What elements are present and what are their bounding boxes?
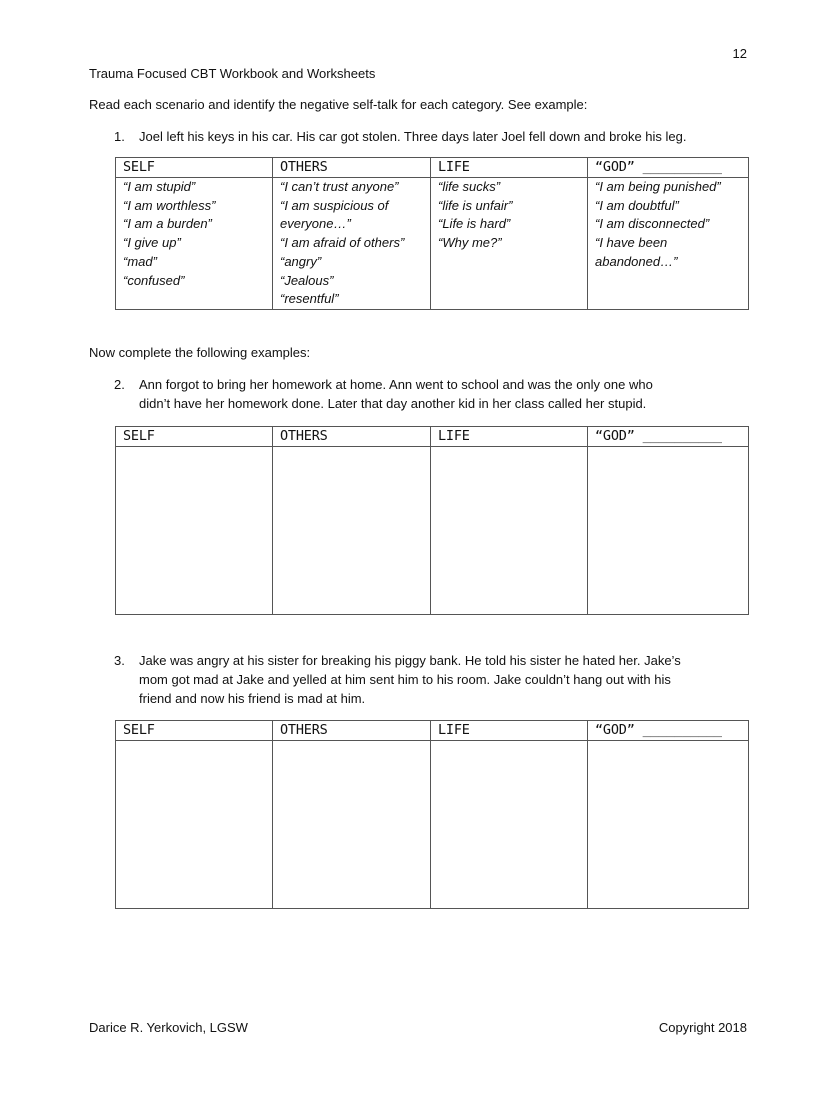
list-item: “I can’t trust anyone”	[280, 179, 399, 194]
column-header-god: “GOD” __________	[588, 427, 749, 447]
column-header-life: LIFE	[431, 721, 588, 741]
instructions: Read each scenario and identify the negative self-talk for each category. See example:	[89, 97, 588, 112]
life-answer-cell[interactable]	[431, 741, 588, 909]
now-complete-instructions: Now complete the following examples:	[89, 345, 311, 360]
column-header-life: LIFE	[431, 158, 588, 178]
list-item: abandoned…”	[595, 253, 678, 269]
list-item: “Jealous”	[280, 272, 334, 288]
others-answer-cell[interactable]	[273, 447, 431, 615]
list-item: “I am a burden”	[123, 216, 212, 232]
table-row	[116, 178, 749, 310]
self-answer-cell[interactable]	[116, 741, 273, 909]
list-item: “I am suspicious of	[280, 197, 389, 213]
list-item: “angry”	[280, 253, 322, 269]
self-cell	[116, 178, 273, 310]
list-item: “confused”	[123, 272, 185, 288]
table-header-row	[116, 427, 749, 447]
list-item: “life is unfair”	[438, 197, 513, 213]
scenario-text-line: Ann forgot to bring her homework at home. Ann went to school and was the only one who	[139, 377, 653, 392]
list-item: “life sucks”	[438, 179, 501, 194]
scenario-number: 2.	[114, 377, 125, 392]
list-item: “Why me?”	[438, 235, 502, 251]
scenario-text-line: Jake was angry at his sister for breaking his piggy bank. He told his sister he hated her. Jake’s	[139, 653, 681, 668]
scenario-text-line: didn’t have her homework done. Later that day another kid in her class called her stupid.	[139, 396, 647, 411]
footer-author: Darice R. Yerkovich, LGSW	[89, 1020, 248, 1035]
god-answer-cell[interactable]	[588, 447, 749, 615]
others-cell	[273, 178, 431, 310]
scenario-number: 3.	[114, 653, 125, 668]
list-item: “resentful”	[280, 291, 339, 307]
column-header-life: LIFE	[431, 427, 588, 447]
worksheet-table-2	[115, 426, 749, 615]
list-item: “mad”	[123, 253, 157, 269]
table-header-row	[116, 721, 749, 741]
column-header-others: OTHERS	[273, 427, 431, 447]
list-item: “I am disconnected”	[595, 216, 710, 232]
scenario-text: Joel left his keys in his car. His car got stolen. Three days later Joel fell down and broke his leg.	[139, 129, 687, 144]
example-table	[115, 157, 749, 310]
page-number: 12	[732, 46, 747, 61]
table-row	[116, 447, 749, 615]
table-header-row	[116, 158, 749, 178]
column-header-others: OTHERS	[273, 158, 431, 178]
scenario-3	[114, 651, 754, 708]
header-title: Trauma Focused CBT Workbook and Worksheets	[89, 66, 376, 81]
scenario-text-line: mom got mad at Jake and yelled at him sent him to his room. Jake couldn’t hang out with his	[139, 672, 671, 687]
worksheet-table-3	[115, 720, 749, 909]
god-answer-cell[interactable]	[588, 741, 749, 909]
self-answer-cell[interactable]	[116, 447, 273, 615]
list-item: “I am stupid”	[123, 179, 196, 194]
footer-copyright: Copyright 2018	[658, 1020, 747, 1035]
list-item: “I am afraid of others”	[280, 235, 405, 251]
column-header-self: SELF	[116, 721, 273, 741]
column-header-god: “GOD” __________	[588, 721, 749, 741]
column-header-god: “GOD” __________	[588, 158, 749, 178]
life-answer-cell[interactable]	[431, 447, 588, 615]
column-header-others: OTHERS	[273, 721, 431, 741]
list-item: “I am doubtful”	[595, 197, 679, 213]
column-header-self: SELF	[116, 158, 273, 178]
column-header-self: SELF	[116, 427, 273, 447]
life-cell	[431, 178, 588, 310]
scenario-number: 1.	[114, 129, 125, 144]
god-cell	[588, 178, 749, 310]
scenario-1	[114, 127, 754, 146]
list-item: “I have been	[595, 235, 668, 251]
list-item: “I am being punished”	[595, 179, 721, 194]
list-item: “I give up”	[123, 235, 181, 251]
list-item: “I am worthless”	[123, 197, 216, 213]
others-answer-cell[interactable]	[273, 741, 431, 909]
scenario-2	[114, 375, 754, 413]
scenario-text-line: friend and now his friend is mad at him.	[139, 691, 366, 706]
list-item: “Life is hard”	[438, 216, 511, 232]
list-item: everyone…”	[280, 216, 351, 232]
table-row	[116, 741, 749, 909]
